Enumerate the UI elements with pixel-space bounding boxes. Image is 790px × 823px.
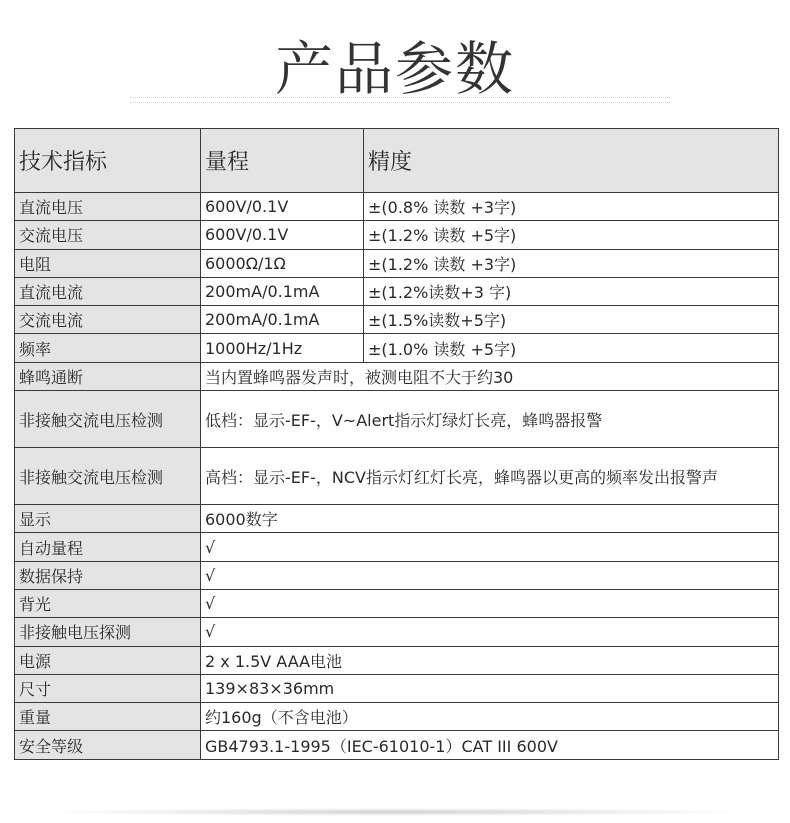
accuracy-cell: ±(1.5%读数+5字) (364, 306, 779, 334)
spec-name-cell: 背光 (15, 589, 201, 617)
accuracy-cell: ±(1.2% 读数 +5字) (364, 221, 779, 249)
table-row (15, 306, 779, 334)
spec-value-cell: GB4793.1-1995（IEC-61010-1）CAT III 600V (201, 731, 779, 759)
spec-value-cell: 139×83×36mm (201, 674, 779, 702)
spec-value-cell: √ (201, 533, 779, 561)
table-header-row (15, 129, 779, 193)
table-row (15, 505, 779, 533)
spec-name-cell: 直流电压 (15, 193, 201, 221)
spec-value-cell: √ (201, 618, 779, 646)
spec-name-cell: 非接触交流电压检测 (15, 391, 201, 448)
spec-value-cell: √ (201, 589, 779, 617)
spec-name-cell: 自动量程 (15, 533, 201, 561)
table-row (15, 221, 779, 249)
spec-name-cell: 电阻 (15, 249, 201, 277)
spec-name-cell: 直流电流 (15, 277, 201, 305)
table-row (15, 561, 779, 589)
range-cell: 1000Hz/1Hz (201, 334, 364, 362)
table-row (15, 334, 779, 362)
spec-name-cell: 交流电压 (15, 221, 201, 249)
table-row (15, 646, 779, 674)
spec-name-cell: 蜂鸣通断 (15, 362, 201, 390)
spec-value-cell: √ (201, 561, 779, 589)
range-cell: 6000Ω/1Ω (201, 249, 364, 277)
decorative-divider (130, 97, 670, 103)
spec-value-cell: 高档：显示-EF-，NCV指示灯红灯长亮，蜂鸣器以更高的频率发出报警声 (201, 448, 779, 505)
page-title: 产品参数 (274, 35, 515, 103)
accuracy-cell: ±(1.2% 读数 +3字) (364, 249, 779, 277)
spec-name-cell: 安全等级 (15, 731, 201, 759)
header-accuracy: 精度 (364, 129, 779, 193)
table-row (15, 533, 779, 561)
spec-name-cell: 数据保持 (15, 561, 201, 589)
table-row (15, 362, 779, 390)
table-row (15, 391, 779, 448)
spec-value-cell: 当内置蜂鸣器发声时，被测电阻不大于约30 (201, 362, 779, 390)
spec-name-cell: 交流电流 (15, 306, 201, 334)
spec-value-cell: 低档：显示-EF-，V~Alert指示灯绿灯长亮，蜂鸣器报警 (201, 391, 779, 448)
spec-name-cell: 显示 (15, 505, 201, 533)
header-spec: 技术指标 (15, 129, 201, 193)
spec-name-cell: 尺寸 (15, 674, 201, 702)
spec-name-cell: 重量 (15, 703, 201, 731)
table-row (15, 589, 779, 617)
table-row (15, 731, 779, 759)
spec-name-cell: 频率 (15, 334, 201, 362)
spec-value-cell: 6000数字 (201, 505, 779, 533)
table-row (15, 277, 779, 305)
table-row (15, 674, 779, 702)
table-row (15, 618, 779, 646)
table-row (15, 193, 779, 221)
range-cell: 200mA/0.1mA (201, 277, 364, 305)
accuracy-cell: ±(0.8% 读数 +3字) (364, 193, 779, 221)
header-range: 量程 (201, 129, 364, 193)
spec-name-cell: 非接触交流电压检测 (15, 448, 201, 505)
spec-value-cell: 2 x 1.5V AAA电池 (201, 646, 779, 674)
bottom-shadow (40, 808, 750, 816)
spec-name-cell: 非接触电压探测 (15, 618, 201, 646)
accuracy-cell: ±(1.2%读数+3 字) (364, 277, 779, 305)
spec-name-cell: 电源 (15, 646, 201, 674)
table-row (15, 249, 779, 277)
spec-value-cell: 约160g（不含电池） (201, 703, 779, 731)
table-row (15, 703, 779, 731)
range-cell: 600V/0.1V (201, 221, 364, 249)
table-row (15, 448, 779, 505)
accuracy-cell: ±(1.0% 读数 +5字) (364, 334, 779, 362)
spec-table (14, 128, 779, 760)
range-cell: 200mA/0.1mA (201, 306, 364, 334)
range-cell: 600V/0.1V (201, 193, 364, 221)
